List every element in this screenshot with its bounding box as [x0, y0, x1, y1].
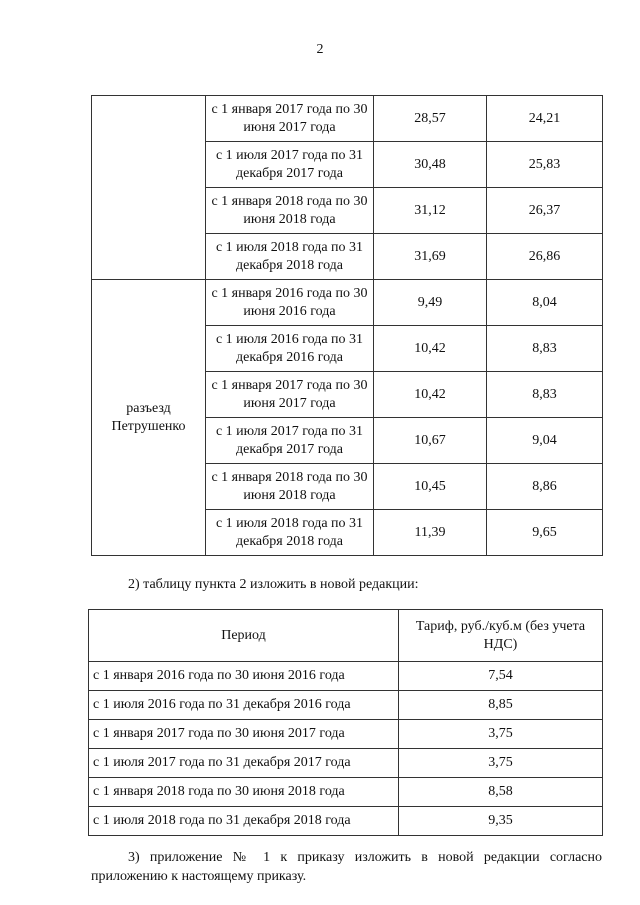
table-row: [89, 720, 603, 749]
period-cell: с 1 июля 2017 года по 31 декабря 2017 года: [206, 418, 374, 464]
location-cell: [92, 96, 206, 280]
tariff-cell: 9,35: [399, 807, 603, 836]
table-header-row: [89, 610, 603, 662]
location-cell: разъезд Петрушенко: [92, 280, 206, 556]
table-row: [89, 662, 603, 691]
tariff-table-point-2: [88, 609, 603, 836]
value-cell: 11,39: [374, 510, 487, 556]
value-cell: 10,42: [374, 326, 487, 372]
period-cell: с 1 июля 2017 года по 31 декабря 2017 года: [206, 142, 374, 188]
tariff-cell: 8,58: [399, 778, 603, 807]
period-cell: с 1 января 2018 года по 30 июня 2018 года: [206, 188, 374, 234]
value-cell: 8,83: [487, 326, 603, 372]
table-row: [92, 280, 603, 326]
tariff-cell: 8,85: [399, 691, 603, 720]
period-cell: с 1 января 2018 года по 30 июня 2018 года: [206, 464, 374, 510]
paragraph-2: 2) таблицу пункта 2 изложить в новой редакции:: [128, 577, 419, 592]
period-cell: с 1 июля 2018 года по 31 декабря 2018 года: [89, 807, 399, 836]
period-cell: с 1 июля 2018 года по 31 декабря 2018 года: [206, 234, 374, 280]
table-row: [92, 96, 603, 142]
period-cell: с 1 июля 2018 года по 31 декабря 2018 года: [206, 510, 374, 556]
value-cell: 8,04: [487, 280, 603, 326]
value-cell: 8,86: [487, 464, 603, 510]
page-number: 2: [316, 42, 324, 57]
value-cell: 9,04: [487, 418, 603, 464]
value-cell: 28,57: [374, 96, 487, 142]
period-cell: с 1 января 2016 года по 30 июня 2016 года: [89, 662, 399, 691]
period-cell: с 1 июля 2016 года по 31 декабря 2016 года: [206, 326, 374, 372]
period-cell: с 1 июля 2016 года по 31 декабря 2016 года: [89, 691, 399, 720]
period-cell: с 1 января 2017 года по 30 июня 2017 года: [89, 720, 399, 749]
value-cell: 10,45: [374, 464, 487, 510]
tariff-cell: 3,75: [399, 749, 603, 778]
tariff-cell: 7,54: [399, 662, 603, 691]
value-cell: 8,83: [487, 372, 603, 418]
period-cell: с 1 января 2016 года по 30 июня 2016 года: [206, 280, 374, 326]
value-cell: 30,48: [374, 142, 487, 188]
value-cell: 31,12: [374, 188, 487, 234]
value-cell: 25,83: [487, 142, 603, 188]
value-cell: 10,42: [374, 372, 487, 418]
table-row: [89, 749, 603, 778]
column-header-tariff: Тариф, руб./куб.м (без учета НДС): [399, 610, 603, 662]
period-cell: с 1 января 2017 года по 30 июня 2017 года: [206, 96, 374, 142]
column-header-period: Период: [89, 610, 399, 662]
period-cell: с 1 января 2017 года по 30 июня 2017 года: [206, 372, 374, 418]
period-cell: с 1 января 2018 года по 30 июня 2018 года: [89, 778, 399, 807]
table-row: [89, 807, 603, 836]
period-cell: с 1 июля 2017 года по 31 декабря 2017 года: [89, 749, 399, 778]
value-cell: 9,49: [374, 280, 487, 326]
value-cell: 24,21: [487, 96, 603, 142]
table-row: [89, 691, 603, 720]
value-cell: 26,86: [487, 234, 603, 280]
table-row: [89, 778, 603, 807]
paragraph-3: 3) приложение № 1 к приказу изложить в новой редакции согласно приложению к настоящему приказу.: [91, 850, 602, 884]
value-cell: 31,69: [374, 234, 487, 280]
tariff-table-continuation: [91, 95, 603, 556]
value-cell: 26,37: [487, 188, 603, 234]
value-cell: 10,67: [374, 418, 487, 464]
value-cell: 9,65: [487, 510, 603, 556]
tariff-cell: 3,75: [399, 720, 603, 749]
